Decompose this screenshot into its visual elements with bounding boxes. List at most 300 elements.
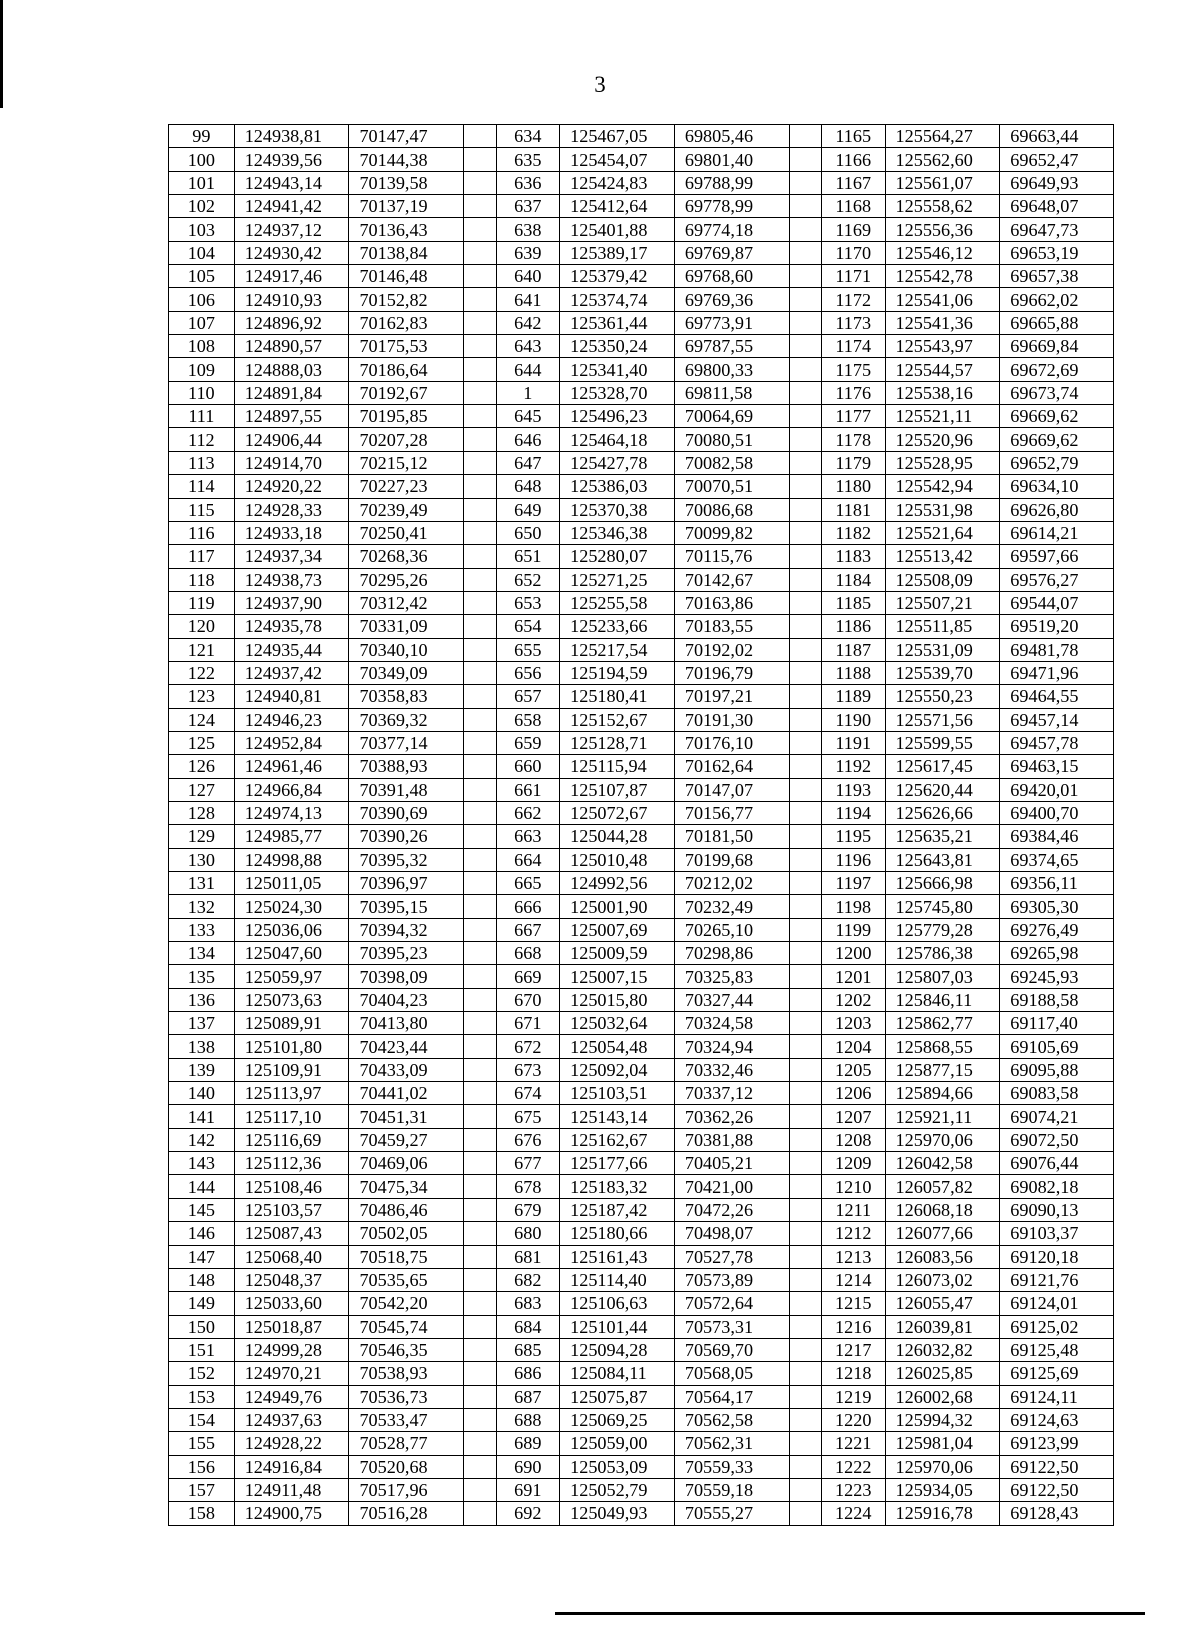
- y-coordinate-cell: 70080,51: [674, 428, 789, 451]
- block-separator-cell: [464, 801, 496, 824]
- table-row: [169, 1058, 1114, 1081]
- y-coordinate-cell: 69648,07: [1000, 195, 1114, 218]
- point-number-cell: 662: [496, 801, 560, 824]
- y-coordinate-cell: 70070,51: [674, 475, 789, 498]
- block-separator-cell: [464, 381, 496, 404]
- point-number-cell: 1170: [821, 241, 885, 264]
- x-coordinate-cell: 125128,71: [560, 731, 675, 754]
- x-coordinate-cell: 126057,82: [885, 1175, 1000, 1198]
- point-number-cell: 653: [496, 591, 560, 614]
- block-separator-cell: [789, 778, 821, 801]
- y-coordinate-cell: 69356,11: [1000, 872, 1114, 895]
- y-coordinate-cell: 69626,80: [1000, 498, 1114, 521]
- y-coordinate-cell: 69374,65: [1000, 848, 1114, 871]
- block-separator-cell: [789, 1105, 821, 1128]
- x-coordinate-cell: 125001,90: [560, 895, 675, 918]
- block-separator-cell: [464, 1385, 496, 1408]
- y-coordinate-cell: 69117,40: [1000, 1012, 1114, 1035]
- block-separator-cell: [789, 451, 821, 474]
- x-coordinate-cell: 125779,28: [885, 918, 1000, 941]
- x-coordinate-cell: 126042,58: [885, 1152, 1000, 1175]
- x-coordinate-cell: 124941,42: [234, 195, 349, 218]
- table-row: [169, 381, 1114, 404]
- y-coordinate-cell: 69124,63: [1000, 1408, 1114, 1431]
- x-coordinate-cell: 125934,05: [885, 1478, 1000, 1501]
- x-coordinate-cell: 125561,07: [885, 171, 1000, 194]
- y-coordinate-cell: 70520,68: [349, 1455, 464, 1478]
- x-coordinate-cell: 124920,22: [234, 475, 349, 498]
- y-coordinate-cell: 69481,78: [1000, 638, 1114, 661]
- point-number-cell: 1211: [821, 1198, 885, 1221]
- table-row: [169, 405, 1114, 428]
- x-coordinate-cell: 126002,68: [885, 1385, 1000, 1408]
- point-number-cell: 142: [169, 1128, 235, 1151]
- point-number-cell: 682: [496, 1268, 560, 1291]
- point-number-cell: 158: [169, 1502, 235, 1525]
- point-number-cell: 122: [169, 661, 235, 684]
- point-number-cell: 113: [169, 451, 235, 474]
- x-coordinate-cell: 125115,94: [560, 755, 675, 778]
- y-coordinate-cell: 70542,20: [349, 1292, 464, 1315]
- point-number-cell: 644: [496, 358, 560, 381]
- point-number-cell: 639: [496, 241, 560, 264]
- point-number-cell: 124: [169, 708, 235, 731]
- y-coordinate-cell: 69082,18: [1000, 1175, 1114, 1198]
- x-coordinate-cell: 125180,41: [560, 685, 675, 708]
- point-number-cell: 1215: [821, 1292, 885, 1315]
- block-separator-cell: [464, 568, 496, 591]
- table-row: [169, 1198, 1114, 1221]
- block-separator-cell: [789, 1198, 821, 1221]
- x-coordinate-cell: 125024,30: [234, 895, 349, 918]
- y-coordinate-cell: 69072,50: [1000, 1128, 1114, 1151]
- x-coordinate-cell: 124937,42: [234, 661, 349, 684]
- point-number-cell: 156: [169, 1455, 235, 1478]
- x-coordinate-cell: 125009,59: [560, 942, 675, 965]
- y-coordinate-cell: 69400,70: [1000, 801, 1114, 824]
- x-coordinate-cell: 125916,78: [885, 1502, 1000, 1525]
- x-coordinate-cell: 125075,87: [560, 1385, 675, 1408]
- y-coordinate-cell: 69614,21: [1000, 521, 1114, 544]
- y-coordinate-cell: 69123,99: [1000, 1432, 1114, 1455]
- x-coordinate-cell: 125542,78: [885, 265, 1000, 288]
- x-coordinate-cell: 124952,84: [234, 731, 349, 754]
- block-separator-cell: [789, 1502, 821, 1525]
- x-coordinate-cell: 124938,73: [234, 568, 349, 591]
- y-coordinate-cell: 69805,46: [674, 125, 789, 148]
- point-number-cell: 1165: [821, 125, 885, 148]
- x-coordinate-cell: 125101,80: [234, 1035, 349, 1058]
- y-coordinate-cell: 70327,44: [674, 988, 789, 1011]
- block-separator-cell: [789, 918, 821, 941]
- y-coordinate-cell: 69788,99: [674, 171, 789, 194]
- block-separator-cell: [464, 918, 496, 941]
- y-coordinate-cell: 69669,84: [1000, 335, 1114, 358]
- point-number-cell: 1167: [821, 171, 885, 194]
- block-separator-cell: [464, 1408, 496, 1431]
- x-coordinate-cell: 124999,28: [234, 1338, 349, 1361]
- point-number-cell: 1193: [821, 778, 885, 801]
- x-coordinate-cell: 125626,66: [885, 801, 1000, 824]
- x-coordinate-cell: 125015,80: [560, 988, 675, 1011]
- point-number-cell: 1180: [821, 475, 885, 498]
- block-separator-cell: [464, 1292, 496, 1315]
- y-coordinate-cell: 70573,31: [674, 1315, 789, 1338]
- point-number-cell: 1202: [821, 988, 885, 1011]
- x-coordinate-cell: 125183,32: [560, 1175, 675, 1198]
- block-separator-cell: [464, 942, 496, 965]
- point-number-cell: 1178: [821, 428, 885, 451]
- block-separator-cell: [464, 1128, 496, 1151]
- y-coordinate-cell: 70569,70: [674, 1338, 789, 1361]
- x-coordinate-cell: 125666,98: [885, 872, 1000, 895]
- x-coordinate-cell: 125044,28: [560, 825, 675, 848]
- y-coordinate-cell: 70152,82: [349, 288, 464, 311]
- y-coordinate-cell: 70082,58: [674, 451, 789, 474]
- point-number-cell: 1214: [821, 1268, 885, 1291]
- y-coordinate-cell: 69800,33: [674, 358, 789, 381]
- y-coordinate-cell: 69576,27: [1000, 568, 1114, 591]
- x-coordinate-cell: 125187,42: [560, 1198, 675, 1221]
- block-separator-cell: [464, 1012, 496, 1035]
- block-separator-cell: [464, 521, 496, 544]
- block-separator-cell: [464, 1198, 496, 1221]
- y-coordinate-cell: 69811,58: [674, 381, 789, 404]
- point-number-cell: 646: [496, 428, 560, 451]
- point-number-cell: 684: [496, 1315, 560, 1338]
- block-separator-cell: [789, 1408, 821, 1431]
- point-number-cell: 671: [496, 1012, 560, 1035]
- block-separator-cell: [789, 825, 821, 848]
- table-row: [169, 1455, 1114, 1478]
- point-number-cell: 1195: [821, 825, 885, 848]
- block-separator-cell: [464, 218, 496, 241]
- point-number-cell: 153: [169, 1385, 235, 1408]
- block-separator-cell: [464, 1315, 496, 1338]
- x-coordinate-cell: 124937,63: [234, 1408, 349, 1431]
- point-number-cell: 678: [496, 1175, 560, 1198]
- block-separator-cell: [789, 661, 821, 684]
- point-number-cell: 643: [496, 335, 560, 358]
- point-number-cell: 135: [169, 965, 235, 988]
- table-row: [169, 241, 1114, 264]
- point-number-cell: 118: [169, 568, 235, 591]
- y-coordinate-cell: 70404,23: [349, 988, 464, 1011]
- y-coordinate-cell: 69774,18: [674, 218, 789, 241]
- point-number-cell: 117: [169, 545, 235, 568]
- block-separator-cell: [789, 498, 821, 521]
- point-number-cell: 128: [169, 801, 235, 824]
- x-coordinate-cell: 124992,56: [560, 872, 675, 895]
- x-coordinate-cell: 124916,84: [234, 1455, 349, 1478]
- block-separator-cell: [789, 872, 821, 895]
- block-separator-cell: [464, 988, 496, 1011]
- y-coordinate-cell: 70064,69: [674, 405, 789, 428]
- page-number: 3: [594, 72, 606, 97]
- x-coordinate-cell: 125550,23: [885, 685, 1000, 708]
- x-coordinate-cell: 125846,11: [885, 988, 1000, 1011]
- x-coordinate-cell: 125389,17: [560, 241, 675, 264]
- block-separator-cell: [464, 638, 496, 661]
- block-separator-cell: [789, 1152, 821, 1175]
- y-coordinate-cell: 69265,98: [1000, 942, 1114, 965]
- y-coordinate-cell: 69457,14: [1000, 708, 1114, 731]
- point-number-cell: 139: [169, 1058, 235, 1081]
- point-number-cell: 1199: [821, 918, 885, 941]
- table-row: [169, 755, 1114, 778]
- x-coordinate-cell: 125112,36: [234, 1152, 349, 1175]
- point-number-cell: 1204: [821, 1035, 885, 1058]
- x-coordinate-cell: 125011,05: [234, 872, 349, 895]
- x-coordinate-cell: 125052,79: [560, 1478, 675, 1501]
- block-separator-cell: [464, 1058, 496, 1081]
- x-coordinate-cell: 125143,14: [560, 1105, 675, 1128]
- point-number-cell: 109: [169, 358, 235, 381]
- y-coordinate-cell: 70377,14: [349, 731, 464, 754]
- point-number-cell: 157: [169, 1478, 235, 1501]
- point-number-cell: 1177: [821, 405, 885, 428]
- table-row: [169, 545, 1114, 568]
- x-coordinate-cell: 125531,09: [885, 638, 1000, 661]
- point-number-cell: 105: [169, 265, 235, 288]
- x-coordinate-cell: 125089,91: [234, 1012, 349, 1035]
- y-coordinate-cell: 69657,38: [1000, 265, 1114, 288]
- y-coordinate-cell: 69245,93: [1000, 965, 1114, 988]
- point-number-cell: 138: [169, 1035, 235, 1058]
- x-coordinate-cell: 125101,44: [560, 1315, 675, 1338]
- x-coordinate-cell: 126083,56: [885, 1245, 1000, 1268]
- y-coordinate-cell: 70528,77: [349, 1432, 464, 1455]
- point-number-cell: 1188: [821, 661, 885, 684]
- block-separator-cell: [789, 591, 821, 614]
- table-row: [169, 1385, 1114, 1408]
- y-coordinate-cell: 70144,38: [349, 148, 464, 171]
- x-coordinate-cell: 125007,69: [560, 918, 675, 941]
- x-coordinate-cell: 125103,57: [234, 1198, 349, 1221]
- block-separator-cell: [789, 755, 821, 778]
- point-number-cell: 1224: [821, 1502, 885, 1525]
- y-coordinate-cell: 70559,18: [674, 1478, 789, 1501]
- x-coordinate-cell: 125073,63: [234, 988, 349, 1011]
- table-row: [169, 568, 1114, 591]
- table-row: [169, 1035, 1114, 1058]
- point-number-cell: 650: [496, 521, 560, 544]
- table-row: [169, 988, 1114, 1011]
- point-number-cell: 660: [496, 755, 560, 778]
- x-coordinate-cell: 125521,11: [885, 405, 1000, 428]
- y-coordinate-cell: 70572,64: [674, 1292, 789, 1315]
- block-separator-cell: [789, 1245, 821, 1268]
- block-separator-cell: [789, 615, 821, 638]
- block-separator-cell: [464, 171, 496, 194]
- point-number-cell: 648: [496, 475, 560, 498]
- x-coordinate-cell: 125981,04: [885, 1432, 1000, 1455]
- point-number-cell: 683: [496, 1292, 560, 1315]
- x-coordinate-cell: 125177,66: [560, 1152, 675, 1175]
- table-row: [169, 218, 1114, 241]
- point-number-cell: 685: [496, 1338, 560, 1361]
- y-coordinate-cell: 69544,07: [1000, 591, 1114, 614]
- y-coordinate-cell: 70421,00: [674, 1175, 789, 1198]
- block-separator-cell: [789, 1175, 821, 1198]
- block-separator-cell: [464, 148, 496, 171]
- y-coordinate-cell: 70381,88: [674, 1128, 789, 1151]
- y-coordinate-cell: 69471,96: [1000, 661, 1114, 684]
- x-coordinate-cell: 125617,45: [885, 755, 1000, 778]
- y-coordinate-cell: 70517,96: [349, 1478, 464, 1501]
- block-separator-cell: [464, 288, 496, 311]
- point-number-cell: 1184: [821, 568, 885, 591]
- y-coordinate-cell: 69652,79: [1000, 451, 1114, 474]
- point-number-cell: 1222: [821, 1455, 885, 1478]
- table-row: [169, 1152, 1114, 1175]
- x-coordinate-cell: 125745,80: [885, 895, 1000, 918]
- table-row: [169, 848, 1114, 871]
- x-coordinate-cell: 124939,56: [234, 148, 349, 171]
- x-coordinate-cell: 125970,06: [885, 1128, 1000, 1151]
- block-separator-cell: [464, 1478, 496, 1501]
- table-row: [169, 1432, 1114, 1455]
- point-number-cell: 1191: [821, 731, 885, 754]
- table-row: [169, 125, 1114, 148]
- table-row: [169, 335, 1114, 358]
- block-separator-cell: [464, 825, 496, 848]
- block-separator-cell: [464, 1362, 496, 1385]
- block-separator-cell: [464, 872, 496, 895]
- block-separator-cell: [789, 1455, 821, 1478]
- coordinates-table: [168, 124, 1114, 1526]
- y-coordinate-cell: 70207,28: [349, 428, 464, 451]
- table-row: [169, 708, 1114, 731]
- y-coordinate-cell: 69276,49: [1000, 918, 1114, 941]
- block-separator-cell: [789, 381, 821, 404]
- point-number-cell: 121: [169, 638, 235, 661]
- block-separator-cell: [789, 1268, 821, 1291]
- block-separator-cell: [789, 1222, 821, 1245]
- y-coordinate-cell: 70298,86: [674, 942, 789, 965]
- point-number-cell: 102: [169, 195, 235, 218]
- y-coordinate-cell: 70413,80: [349, 1012, 464, 1035]
- block-separator-cell: [464, 685, 496, 708]
- y-coordinate-cell: 70423,44: [349, 1035, 464, 1058]
- block-separator-cell: [789, 1385, 821, 1408]
- point-number-cell: 133: [169, 918, 235, 941]
- point-number-cell: 104: [169, 241, 235, 264]
- table-row: [169, 942, 1114, 965]
- point-number-cell: 101: [169, 171, 235, 194]
- x-coordinate-cell: 125107,87: [560, 778, 675, 801]
- point-number-cell: 1194: [821, 801, 885, 824]
- table-row: [169, 265, 1114, 288]
- x-coordinate-cell: 124928,33: [234, 498, 349, 521]
- y-coordinate-cell: 69519,20: [1000, 615, 1114, 638]
- block-separator-cell: [464, 1222, 496, 1245]
- x-coordinate-cell: 126077,66: [885, 1222, 1000, 1245]
- point-number-cell: 645: [496, 405, 560, 428]
- x-coordinate-cell: 125786,38: [885, 942, 1000, 965]
- y-coordinate-cell: 70268,36: [349, 545, 464, 568]
- block-separator-cell: [464, 125, 496, 148]
- block-separator-cell: [789, 988, 821, 1011]
- y-coordinate-cell: 70388,93: [349, 755, 464, 778]
- y-coordinate-cell: 70390,69: [349, 801, 464, 824]
- point-number-cell: 1210: [821, 1175, 885, 1198]
- y-coordinate-cell: 69665,88: [1000, 311, 1114, 334]
- table-row: [169, 1222, 1114, 1245]
- y-coordinate-cell: 70396,97: [349, 872, 464, 895]
- x-coordinate-cell: 125068,40: [234, 1245, 349, 1268]
- point-number-cell: 669: [496, 965, 560, 988]
- table-row: [169, 872, 1114, 895]
- block-separator-cell: [464, 195, 496, 218]
- x-coordinate-cell: 124933,18: [234, 521, 349, 544]
- y-coordinate-cell: 70086,68: [674, 498, 789, 521]
- table-row: [169, 288, 1114, 311]
- point-number-cell: 1186: [821, 615, 885, 638]
- y-coordinate-cell: 69122,50: [1000, 1478, 1114, 1501]
- table-row: [169, 638, 1114, 661]
- table-row: [169, 148, 1114, 171]
- y-coordinate-cell: 70138,84: [349, 241, 464, 264]
- x-coordinate-cell: 125599,55: [885, 731, 1000, 754]
- point-number-cell: 666: [496, 895, 560, 918]
- y-coordinate-cell: 69673,74: [1000, 381, 1114, 404]
- y-coordinate-cell: 70391,48: [349, 778, 464, 801]
- x-coordinate-cell: 125994,32: [885, 1408, 1000, 1431]
- block-separator-cell: [464, 1245, 496, 1268]
- point-number-cell: 690: [496, 1455, 560, 1478]
- block-separator-cell: [789, 148, 821, 171]
- x-coordinate-cell: 125541,36: [885, 311, 1000, 334]
- table-row: [169, 1175, 1114, 1198]
- y-coordinate-cell: 70546,35: [349, 1338, 464, 1361]
- y-coordinate-cell: 69457,78: [1000, 731, 1114, 754]
- table-row: [169, 685, 1114, 708]
- table-row: [169, 1502, 1114, 1525]
- x-coordinate-cell: 124888,03: [234, 358, 349, 381]
- block-separator-cell: [789, 1058, 821, 1081]
- point-number-cell: 661: [496, 778, 560, 801]
- x-coordinate-cell: 125562,60: [885, 148, 1000, 171]
- x-coordinate-cell: 125059,00: [560, 1432, 675, 1455]
- point-number-cell: 119: [169, 591, 235, 614]
- y-coordinate-cell: 70562,31: [674, 1432, 789, 1455]
- block-separator-cell: [464, 965, 496, 988]
- table-row: [169, 1408, 1114, 1431]
- x-coordinate-cell: 125069,25: [560, 1408, 675, 1431]
- y-coordinate-cell: 70469,06: [349, 1152, 464, 1175]
- block-separator-cell: [789, 358, 821, 381]
- x-coordinate-cell: 124906,44: [234, 428, 349, 451]
- point-number-cell: 116: [169, 521, 235, 544]
- table-row: [169, 1268, 1114, 1291]
- x-coordinate-cell: 124974,13: [234, 801, 349, 824]
- y-coordinate-cell: 70535,65: [349, 1268, 464, 1291]
- point-number-cell: 120: [169, 615, 235, 638]
- y-coordinate-cell: 70405,21: [674, 1152, 789, 1175]
- point-number-cell: 640: [496, 265, 560, 288]
- y-coordinate-cell: 70115,76: [674, 545, 789, 568]
- point-number-cell: 1192: [821, 755, 885, 778]
- point-number-cell: 103: [169, 218, 235, 241]
- x-coordinate-cell: 125350,24: [560, 335, 675, 358]
- block-separator-cell: [464, 405, 496, 428]
- x-coordinate-cell: 126073,02: [885, 1268, 1000, 1291]
- point-number-cell: 152: [169, 1362, 235, 1385]
- y-coordinate-cell: 69128,43: [1000, 1502, 1114, 1525]
- point-number-cell: 657: [496, 685, 560, 708]
- point-number-cell: 106: [169, 288, 235, 311]
